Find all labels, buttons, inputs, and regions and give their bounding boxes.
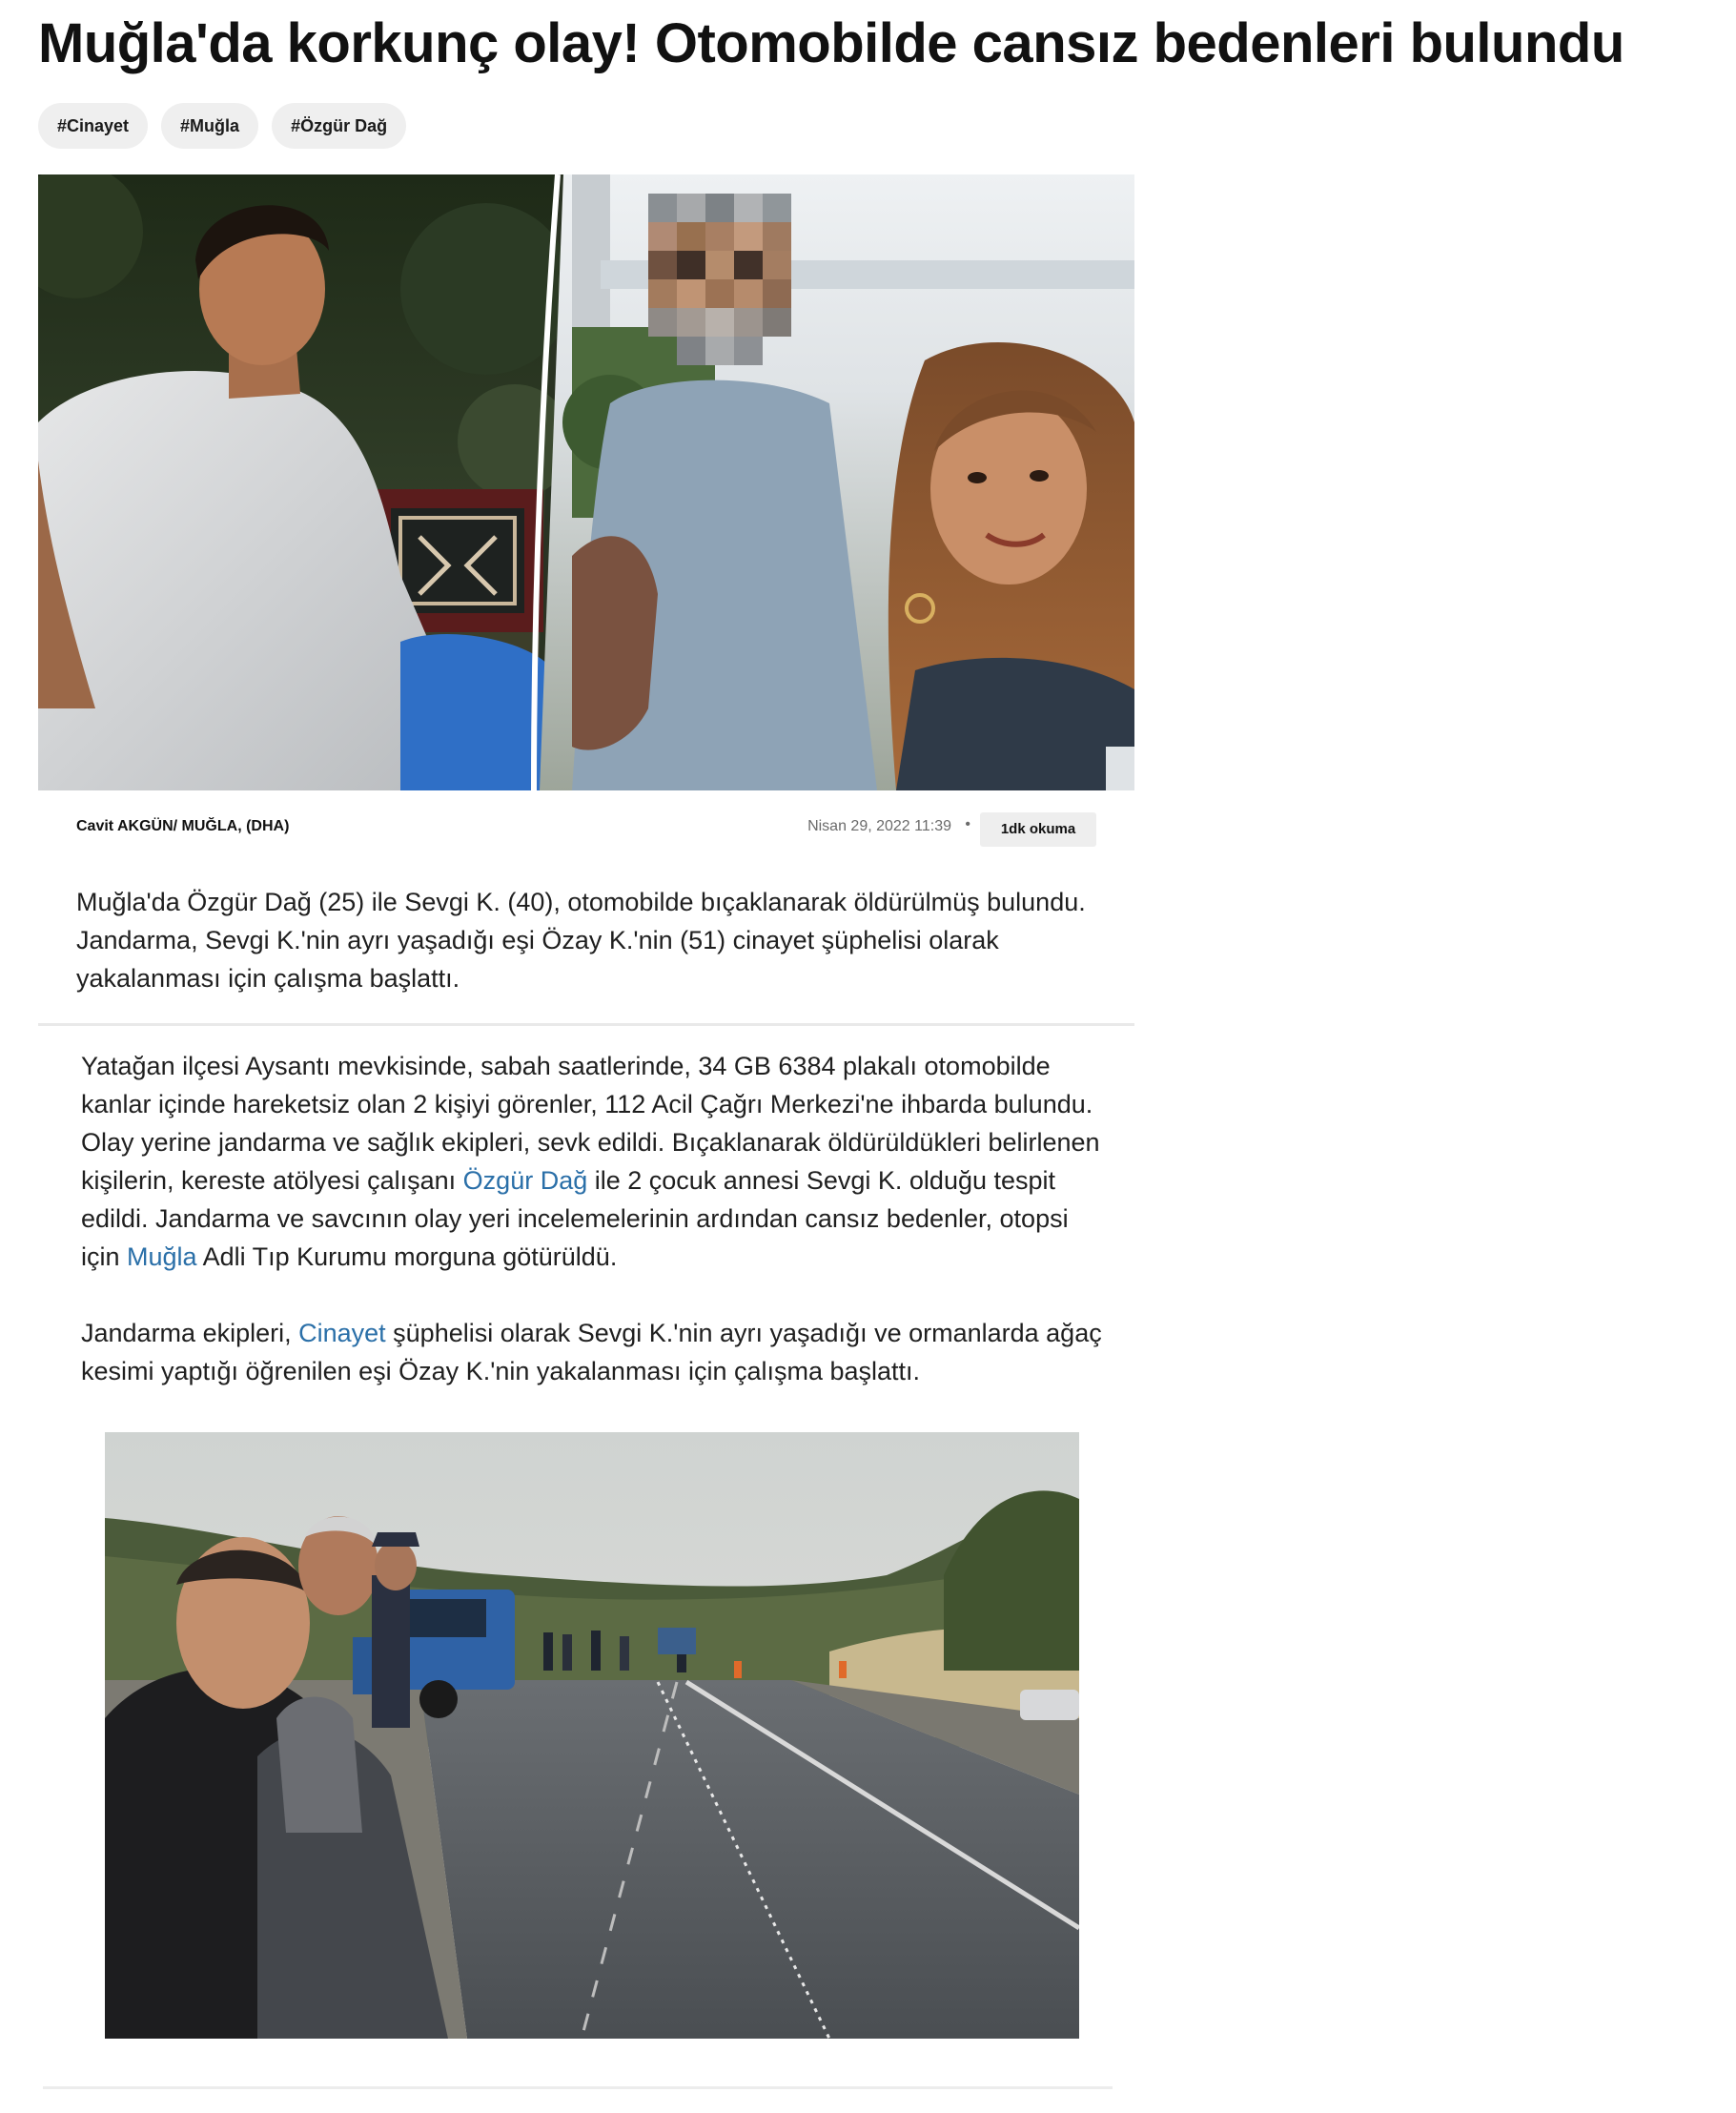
paragraph-1-text-a: Yatağan ilçesi Aysantı mevkisinde, sabah saatlerinde, 34 GB 6384 plakalı otomobilde kanlar içinde hareketsiz olan 2 kişiyi görenler, 112 Acil Çağrı Merkezi'ne ihbarda bulundu. Olay yerine jandarma ve sağlık ekipleri, sevk edildi. Bıçaklanarak öldürüldükleri belirlenen kişilerin, kereste atölyesi çalışanı — [81, 1052, 1100, 1195]
body-paragraph-1 — [81, 1047, 1111, 1276]
article-body — [81, 1047, 1111, 1428]
bottom-divider — [43, 2086, 1113, 2089]
article-summary: Muğla'da Özgür Dağ (25) ile Sevgi K. (40), otomobilde bıçaklanarak öldürülmüş bulundu. Jandarma, Sevgi K.'nin ayrı yaşadığı eşi Özay K.'nin (51) cinayet şüphelisi olarak yakalanması için çalışma başlattı. — [76, 888, 1086, 993]
body-paragraph-2 — [81, 1314, 1111, 1390]
scene-photo — [105, 1432, 1079, 2039]
hero-image — [38, 174, 1134, 790]
article-meta — [38, 801, 1134, 858]
link-ozgur-dag[interactable]: Özgür Dağ — [462, 1166, 588, 1195]
summary-divider — [38, 1023, 1134, 1026]
link-cinayet[interactable]: Cinayet — [298, 1319, 386, 1347]
paragraph-2-text-a: Jandarma ekipleri, — [81, 1319, 299, 1347]
read-time-badge: 1dk okuma — [980, 812, 1096, 847]
tag-mugla[interactable]: #Muğla — [161, 103, 258, 149]
publish-date: Nisan 29, 2022 11:39 — [807, 818, 951, 834]
tag-list — [38, 103, 406, 149]
author-name: Cavit AKGÜN/ MUĞLA, (DHA) — [76, 818, 290, 834]
meta-separator: • — [965, 816, 970, 832]
tag-ozgur-dag[interactable]: #Özgür Dağ — [272, 103, 406, 149]
paragraph-2-text-b: şüphelisi olarak Sevgi K.'nin ayrı yaşadığı ve ormanlarda ağaç kesimi yaptığı öğrenilen eşi Özay K.'nin yakalanması için çalışma başlattı. — [81, 1319, 1102, 1385]
link-mugla[interactable]: Muğla — [127, 1242, 197, 1271]
tag-cinayet[interactable]: #Cinayet — [38, 103, 148, 149]
paragraph-1-text-b: ile 2 çocuk annesi Sevgi K. olduğu tespit edildi. Jandarma ve savcının olay yeri incelemelerinin ardından cansız bedenler, otopsi için — [81, 1166, 1069, 1271]
paragraph-1-text-c: Adli Tıp Kurumu morguna götürüldü. — [196, 1242, 618, 1271]
article-title: Muğla'da korkunç olay! Otomobilde cansız bedenleri bulundu — [38, 12, 1624, 74]
